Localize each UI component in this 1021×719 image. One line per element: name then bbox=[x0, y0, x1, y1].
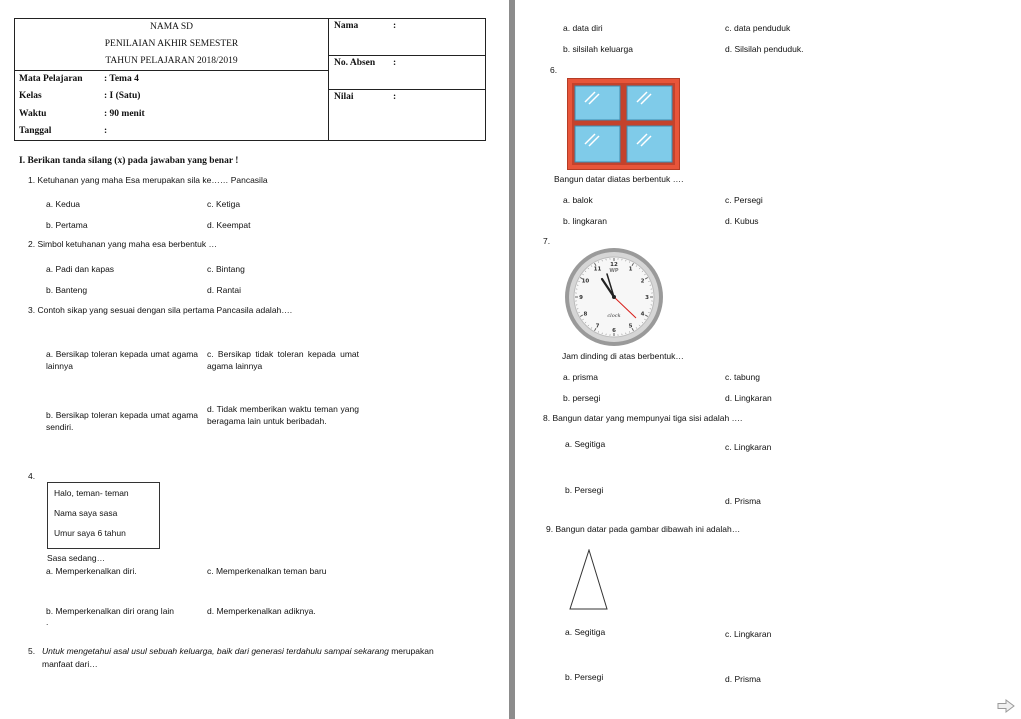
q9-option-a: a. Segitiga bbox=[565, 627, 606, 637]
question-7-number: 7. bbox=[543, 236, 551, 246]
clock-center bbox=[612, 295, 616, 299]
question-5-line2: manfaat dari… bbox=[42, 659, 98, 669]
nama-label: Nama bbox=[334, 21, 359, 31]
q9-option-b: b. Persegi bbox=[565, 672, 604, 682]
q5-option-b: b. silsilah keluarga bbox=[563, 44, 633, 54]
q6-option-a: a. balok bbox=[563, 195, 593, 205]
school-year: TAHUN PELAJARAN 2018/2019 bbox=[105, 56, 238, 66]
wall-clock-picture bbox=[563, 246, 666, 348]
info-value-subject: : Tema 4 bbox=[104, 74, 139, 84]
question-3: 3. Contoh sikap yang sesuai dengan sila pertama Pancasila adalah…. bbox=[28, 305, 293, 315]
q4-stem: Sasa sedang… bbox=[47, 553, 106, 563]
speech-line-3: Umur saya 6 tahun bbox=[54, 528, 126, 538]
clock-numeral: 4 bbox=[640, 311, 645, 318]
clock-numeral: 2 bbox=[640, 278, 645, 285]
q7-option-a: a. prisma bbox=[563, 372, 598, 382]
arrow-right-icon[interactable] bbox=[997, 699, 1015, 713]
triangle-shape bbox=[570, 550, 607, 609]
clock-numeral: 12 bbox=[610, 262, 618, 268]
q4-option-d: d. Memperkenalkan adiknya. bbox=[207, 606, 316, 616]
question-4-number: 4. bbox=[28, 471, 36, 481]
q8-option-d: d. Prisma bbox=[725, 496, 761, 506]
document-page-right bbox=[515, 0, 1021, 719]
triangle-picture bbox=[569, 549, 609, 611]
question-1: 1. Ketuhanan yang maha Esa merupakan sila ke…… Pancasila bbox=[28, 175, 268, 185]
q4-option-b-dot: . bbox=[46, 617, 49, 627]
clock-numeral: 8 bbox=[583, 311, 588, 318]
q2-option-c: c. Bintang bbox=[207, 264, 245, 274]
q5-option-a: a. data diri bbox=[563, 23, 603, 33]
question-8: 8. Bangun datar yang mempunyai tiga sisi adalah …. bbox=[543, 413, 743, 423]
window-pane bbox=[575, 126, 620, 162]
q7-option-b: b. persegi bbox=[563, 393, 601, 403]
q4-option-c: c. Memperkenalkan teman baru bbox=[207, 566, 327, 576]
instruction: I. Berikan tanda silang (x) pada jawaban yang benar ! bbox=[19, 156, 239, 166]
q8-option-b: b. Persegi bbox=[565, 485, 604, 495]
clock-numeral: 9 bbox=[579, 295, 583, 301]
clock-numeral: 6 bbox=[612, 328, 616, 334]
window-picture bbox=[567, 78, 680, 170]
q5-option-d: d. Silsilah penduduk. bbox=[725, 44, 804, 54]
info-label-class: Kelas bbox=[19, 91, 42, 101]
clock-numeral: 11 bbox=[593, 266, 602, 273]
q1-option-d: d. Keempat bbox=[207, 220, 251, 230]
speech-line-2: Nama saya sasa bbox=[54, 508, 118, 518]
absen-label: No. Absen bbox=[334, 58, 376, 68]
q7-stem: Jam dinding di atas berbentuk… bbox=[562, 351, 684, 361]
q1-option-a: a. Kedua bbox=[46, 199, 81, 209]
q7-option-d: d. Lingkaran bbox=[725, 393, 772, 403]
window-pane bbox=[627, 126, 672, 162]
question-5-number: 5. bbox=[28, 646, 36, 656]
question-2: 2. Simbol ketuhanan yang maha esa berbentuk … bbox=[28, 239, 218, 249]
school-name: NAMA SD bbox=[149, 22, 194, 32]
q8-option-c: c. Lingkaran bbox=[725, 442, 772, 452]
q3-option-d: d. Tidak memberikan waktu teman yang beragama lain untuk beribadah. bbox=[207, 404, 359, 426]
question-9: 9. Bangun datar pada gambar dibawah ini adalah… bbox=[546, 524, 741, 534]
q9-option-d: d. Prisma bbox=[725, 674, 761, 684]
speech-box bbox=[47, 482, 160, 549]
q3-option-a: a. Bersikap toleran kepada umat agama lainnya bbox=[46, 349, 198, 371]
q3-option-b: b. Bersikap toleran kepada umat agama sendiri. bbox=[46, 410, 198, 432]
q7-option-c: c. tabung bbox=[725, 372, 760, 382]
window-pane bbox=[575, 86, 620, 120]
q4-option-b: b. Memperkenalkan diri orang lain bbox=[46, 606, 175, 616]
q4-option-a: a. Memperkenalkan diri. bbox=[46, 566, 137, 576]
clock-logo: clock bbox=[607, 313, 621, 319]
q9-option-c: c. Lingkaran bbox=[725, 629, 772, 639]
q5-option-c: c. data penduduk bbox=[725, 23, 791, 33]
q6-option-d: d. Kubus bbox=[725, 216, 759, 226]
info-label-subject: Mata Pelajaran bbox=[19, 74, 83, 84]
q6-option-c: c. Persegi bbox=[725, 195, 763, 205]
clock-numeral: 3 bbox=[645, 295, 649, 301]
info-value-time: : 90 menit bbox=[104, 109, 145, 119]
clock-numeral: 10 bbox=[581, 278, 590, 285]
question-5-normal: merupakan bbox=[388, 646, 434, 656]
q2-option-b: b. Banteng bbox=[46, 285, 88, 295]
info-value-date: : bbox=[104, 126, 108, 136]
q2-option-a: a. Padi dan kapas bbox=[46, 264, 115, 274]
window-pane bbox=[627, 86, 672, 120]
question-5-line1 bbox=[42, 645, 486, 657]
speech-line-1: Halo, teman- teman bbox=[54, 488, 129, 498]
clock-brand: WP bbox=[609, 268, 619, 274]
question-5-italic: Untuk mengetahui asal usul sebuah keluarga, baik dari generasi terdahulu sampai sekarang bbox=[42, 646, 389, 656]
nilai-label: Nilai bbox=[334, 92, 354, 102]
nilai-colon: : bbox=[393, 92, 397, 102]
exam-title: PENILAIAN AKHIR SEMESTER bbox=[104, 39, 239, 49]
info-value-class: : I (Satu) bbox=[104, 91, 141, 101]
clock-numeral: 7 bbox=[595, 323, 600, 330]
question-6-number: 6. bbox=[550, 65, 558, 75]
q1-option-b: b. Pertama bbox=[46, 220, 88, 230]
info-label-time: Waktu bbox=[19, 109, 47, 119]
q2-option-d: d. Rantai bbox=[207, 285, 242, 295]
document-page-left bbox=[0, 0, 509, 719]
q1-option-c: c. Ketiga bbox=[207, 199, 241, 209]
absen-colon: : bbox=[393, 58, 397, 68]
q8-option-a: a. Segitiga bbox=[565, 439, 606, 449]
q3-option-c: c. Bersikap tidak toleran kepada umat agama lainnya bbox=[207, 349, 359, 371]
clock-numeral: 5 bbox=[628, 323, 633, 330]
info-label-date: Tanggal bbox=[19, 126, 52, 136]
q6-option-b: b. lingkaran bbox=[563, 216, 607, 226]
nama-colon: : bbox=[393, 21, 397, 31]
q6-stem: Bangun datar diatas berbentuk …. bbox=[554, 174, 684, 184]
clock-numeral: 1 bbox=[628, 266, 633, 273]
